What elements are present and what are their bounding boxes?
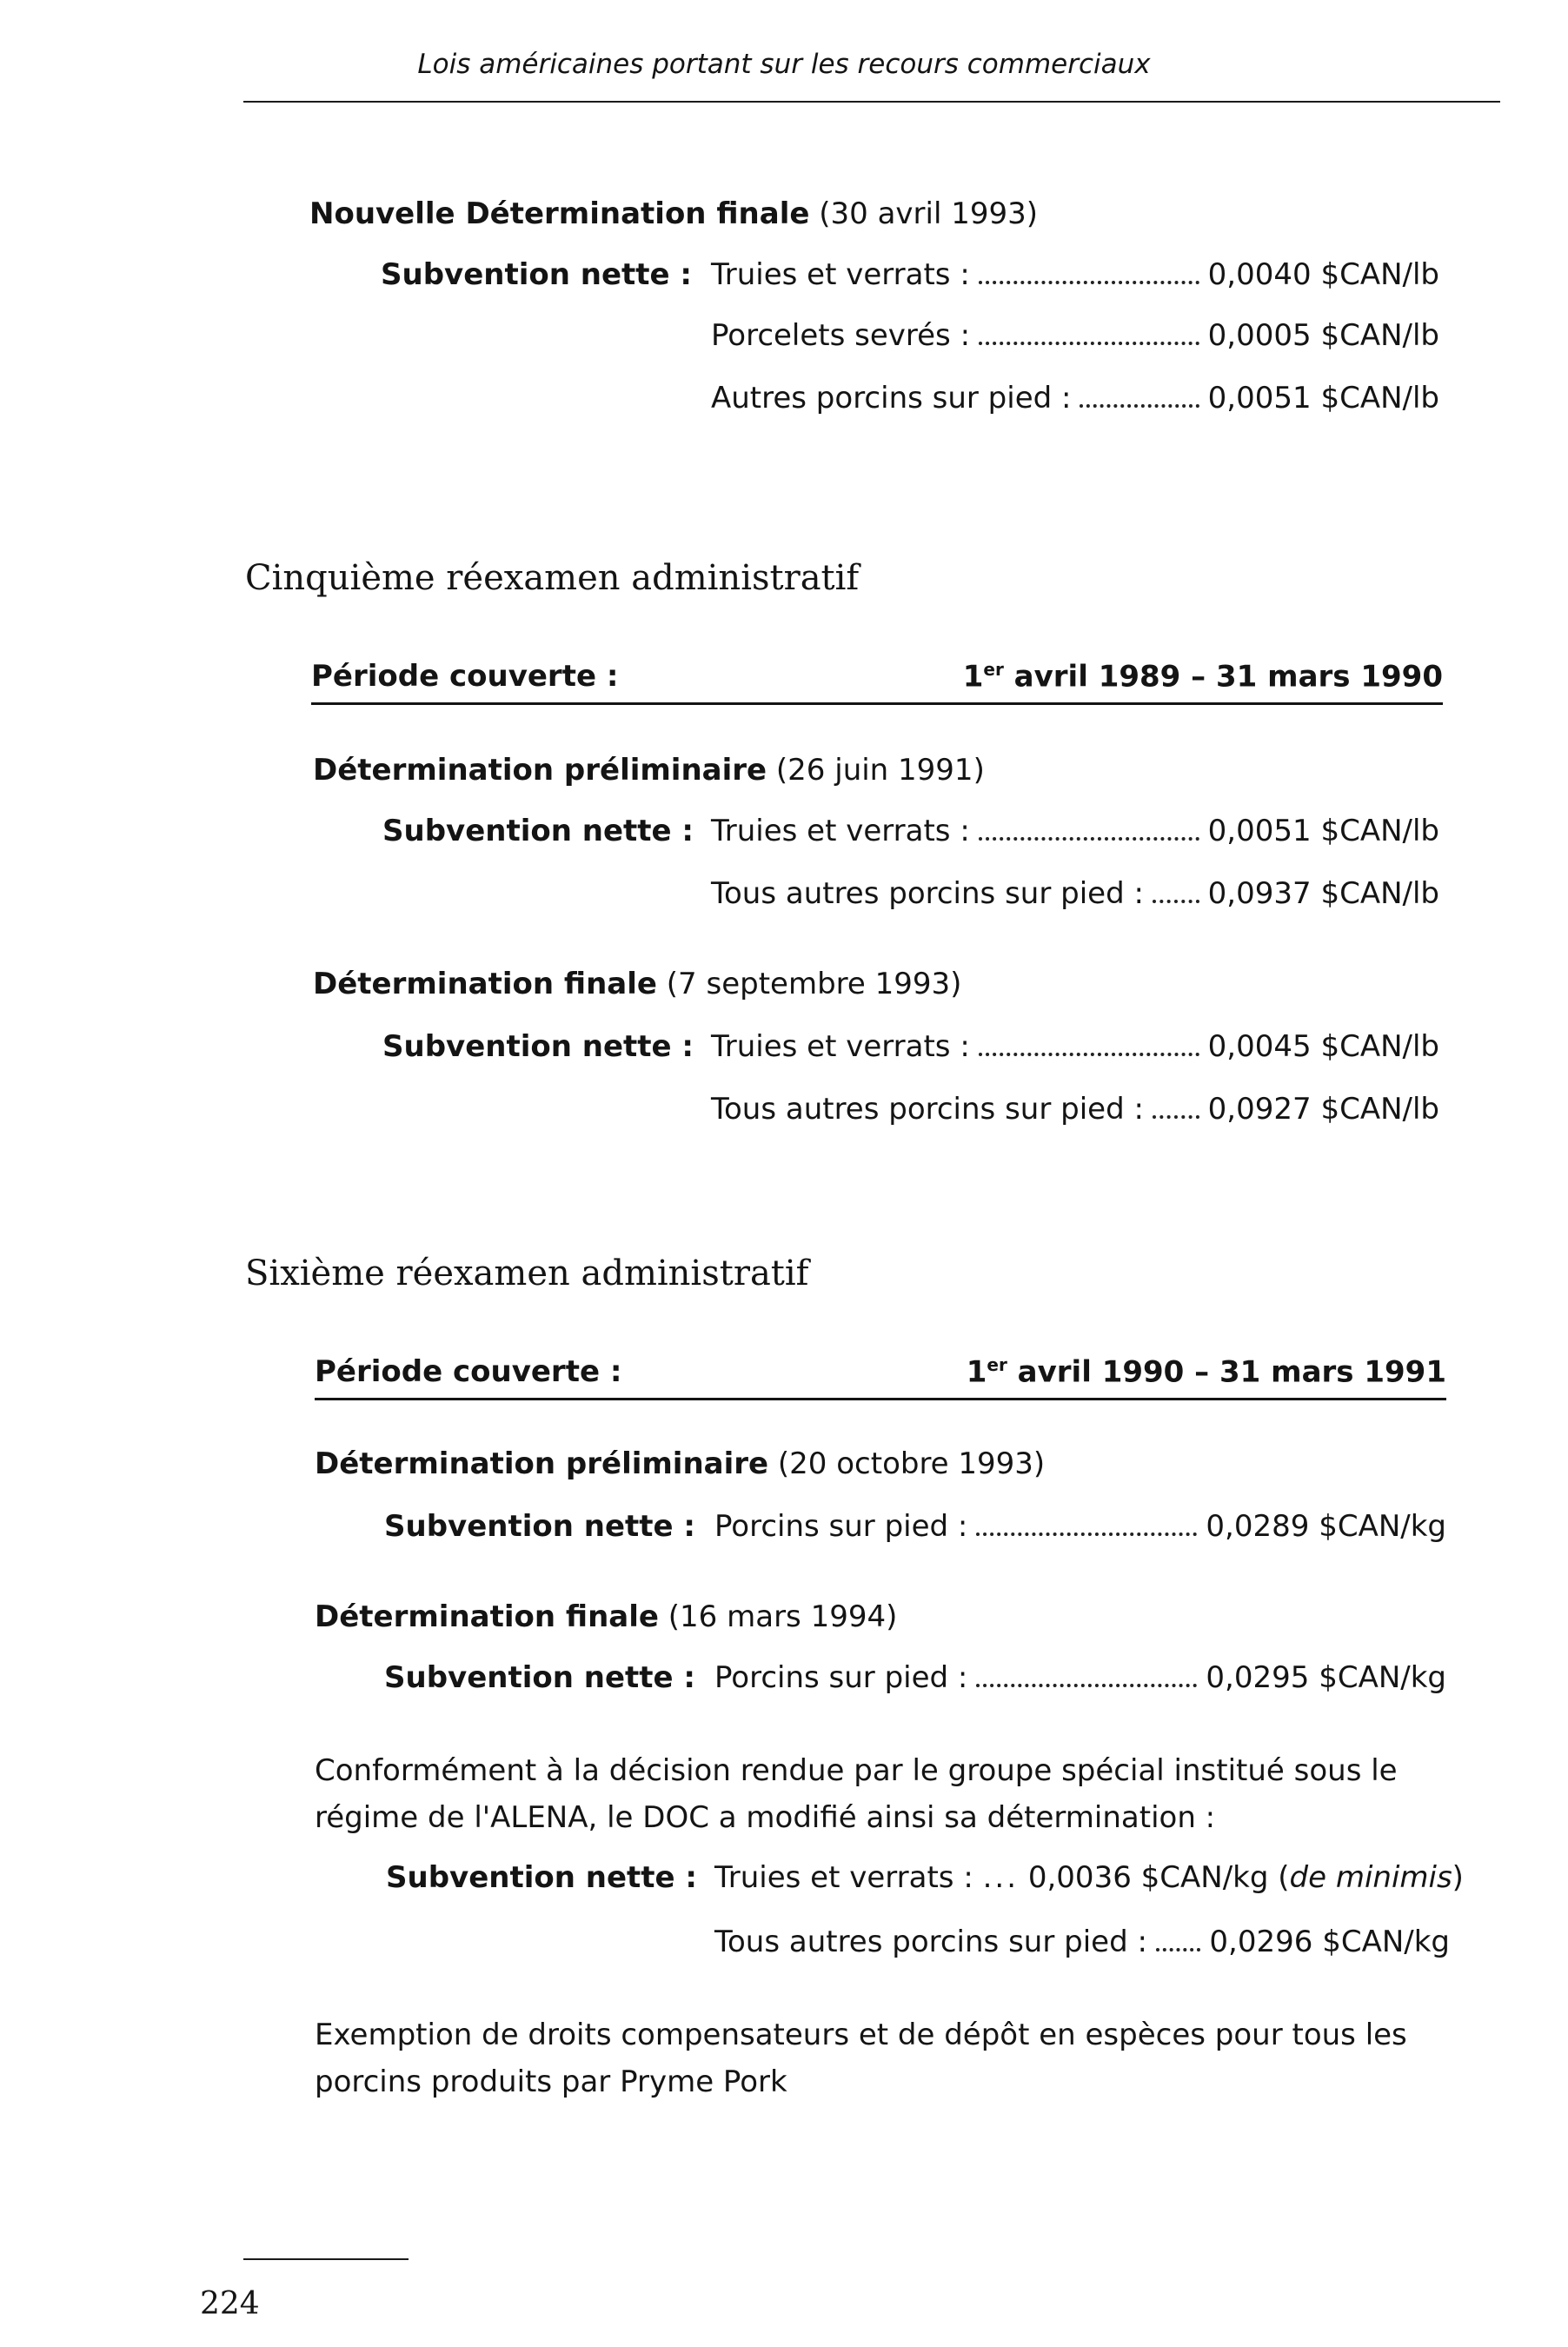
rate-row [711,876,1439,911]
rate-row [711,814,1439,848]
prelim-title-line [313,753,985,788]
periode-value: avril 1989 – 31 mars 1990 [1013,659,1443,695]
ordinal-suffix: er [987,1354,1007,1375]
nouvelle-finale-title-line [309,196,1038,231]
determination-title: Nouvelle Détermination finale [309,196,810,231]
rate-item: Porcelets sevrés : [711,318,971,353]
dot-leader: ... [982,1860,1020,1895]
section-heading: Cinquième réexamen administratif [245,558,860,598]
rate-value: 0,0040 $CAN/lb [1207,257,1439,292]
rate-row [711,1092,1439,1127]
periode-value-line: 1er avril 1990 – 31 mars 1991 [966,1354,1446,1390]
determination-date: (7 septembre 1993) [666,967,962,1001]
periode-label: Période couverte : [315,1354,622,1389]
ordinal-suffix: er [983,659,1004,680]
prelim-title-line [315,1446,1045,1481]
finale-title-line [315,1599,897,1634]
page-number: 224 [200,2286,260,2322]
dot-leader [979,281,1199,284]
determination-title: Détermination préliminaire [313,753,767,788]
rate-item: Porcins sur pied : [714,1509,968,1544]
subvention-label: Subvention nette : [381,257,693,292]
rate-item: Tous autres porcins sur pied : [711,1092,1144,1127]
rate-value: 0,0051 $CAN/lb [1207,814,1439,848]
rate-value: 0,0927 $CAN/lb [1207,1092,1439,1127]
rate-item: Porcins sur pied : [714,1660,968,1695]
subvention-label: Subvention nette : [382,814,694,848]
rate-item: Tous autres porcins sur pied : [714,1925,1147,1959]
rate-row [714,1660,1446,1695]
rate-item: Truies et verrats : [714,1860,973,1895]
periode-rule [315,1398,1446,1400]
section-heading: Sixième réexamen administratif [245,1253,809,1293]
finale-title-line [313,967,961,1001]
running-header: Lois américaines portant sur les recours commerciaux [417,49,1151,80]
periode-rule [311,702,1443,705]
rate-row [711,318,1439,353]
determination-date: (20 octobre 1993) [777,1446,1046,1481]
rate-item: Tous autres porcins sur pied : [711,876,1144,911]
subvention-label: Subvention nette : [384,1660,696,1695]
rate-item: Truies et verrats : [711,814,970,848]
dot-leader [1080,404,1199,408]
rate-value: 0,0005 $CAN/lb [1207,318,1439,353]
rate-item: Truies et verrats : [711,257,970,292]
rate-value: 0,0045 $CAN/lb [1207,1029,1439,1064]
de-minimis-note: de minimis [1289,1860,1452,1895]
subvention-label: Subvention nette : [386,1860,698,1895]
rate-row [711,257,1439,292]
dot-leader [979,1053,1199,1056]
dot-leader [1153,900,1199,903]
dot-leader [976,1533,1197,1536]
rate-value: 0,0051 $CAN/lb [1207,381,1439,416]
determination-date: (30 avril 1993) [819,196,1038,231]
rate-row [714,1509,1446,1544]
rate-value: 0,0295 $CAN/kg [1206,1660,1446,1695]
rate-item: Truies et verrats : [711,1029,970,1064]
dot-leader [1153,1115,1199,1119]
subvention-label: Subvention nette : [382,1029,694,1064]
rate-value: 0,0937 $CAN/lb [1207,876,1439,911]
header-rule [243,101,1500,103]
rate-value: 0,0289 $CAN/kg [1206,1509,1446,1544]
determination-date: (26 juin 1991) [775,753,985,788]
determination-title: Détermination finale [315,1599,659,1634]
periode-value: avril 1990 – 31 mars 1991 [1017,1354,1446,1390]
rate-value: 0,0296 $CAN/kg [1209,1925,1450,1959]
rate-row [711,381,1439,416]
rate-row: Truies et verrats : ... 0,0036 $CAN/kg (de minimis) [714,1860,1464,1895]
determination-date: (16 mars 1994) [668,1599,898,1634]
rate-row [711,1029,1439,1064]
determination-title: Détermination préliminaire [315,1446,769,1481]
dot-leader [979,342,1199,345]
dot-leader [979,837,1199,841]
rate-item: Autres porcins sur pied : [711,381,1072,416]
dot-leader [1156,1948,1201,1951]
exemption-paragraph: Exemption de droits compensateurs et de dépôt en espèces pour tous les porcins produits par Pryme Pork [315,2018,1407,2099]
alena-paragraph: Conformément à la décision rendue par le groupe spécial institué sous le régime de l'ALENA, le DOC a modifié ainsi sa détermination : [315,1753,1398,1835]
determination-title: Détermination finale [313,967,657,1001]
footer-rule [243,2258,409,2260]
periode-label: Période couverte : [311,659,619,694]
periode-value-line: 1er avril 1989 – 31 mars 1990 [962,659,1443,695]
rate-value: 0,0036 $CAN/kg [1027,1860,1269,1895]
dot-leader [976,1684,1197,1687]
rate-row [714,1925,1450,1959]
subvention-label: Subvention nette : [384,1509,696,1544]
